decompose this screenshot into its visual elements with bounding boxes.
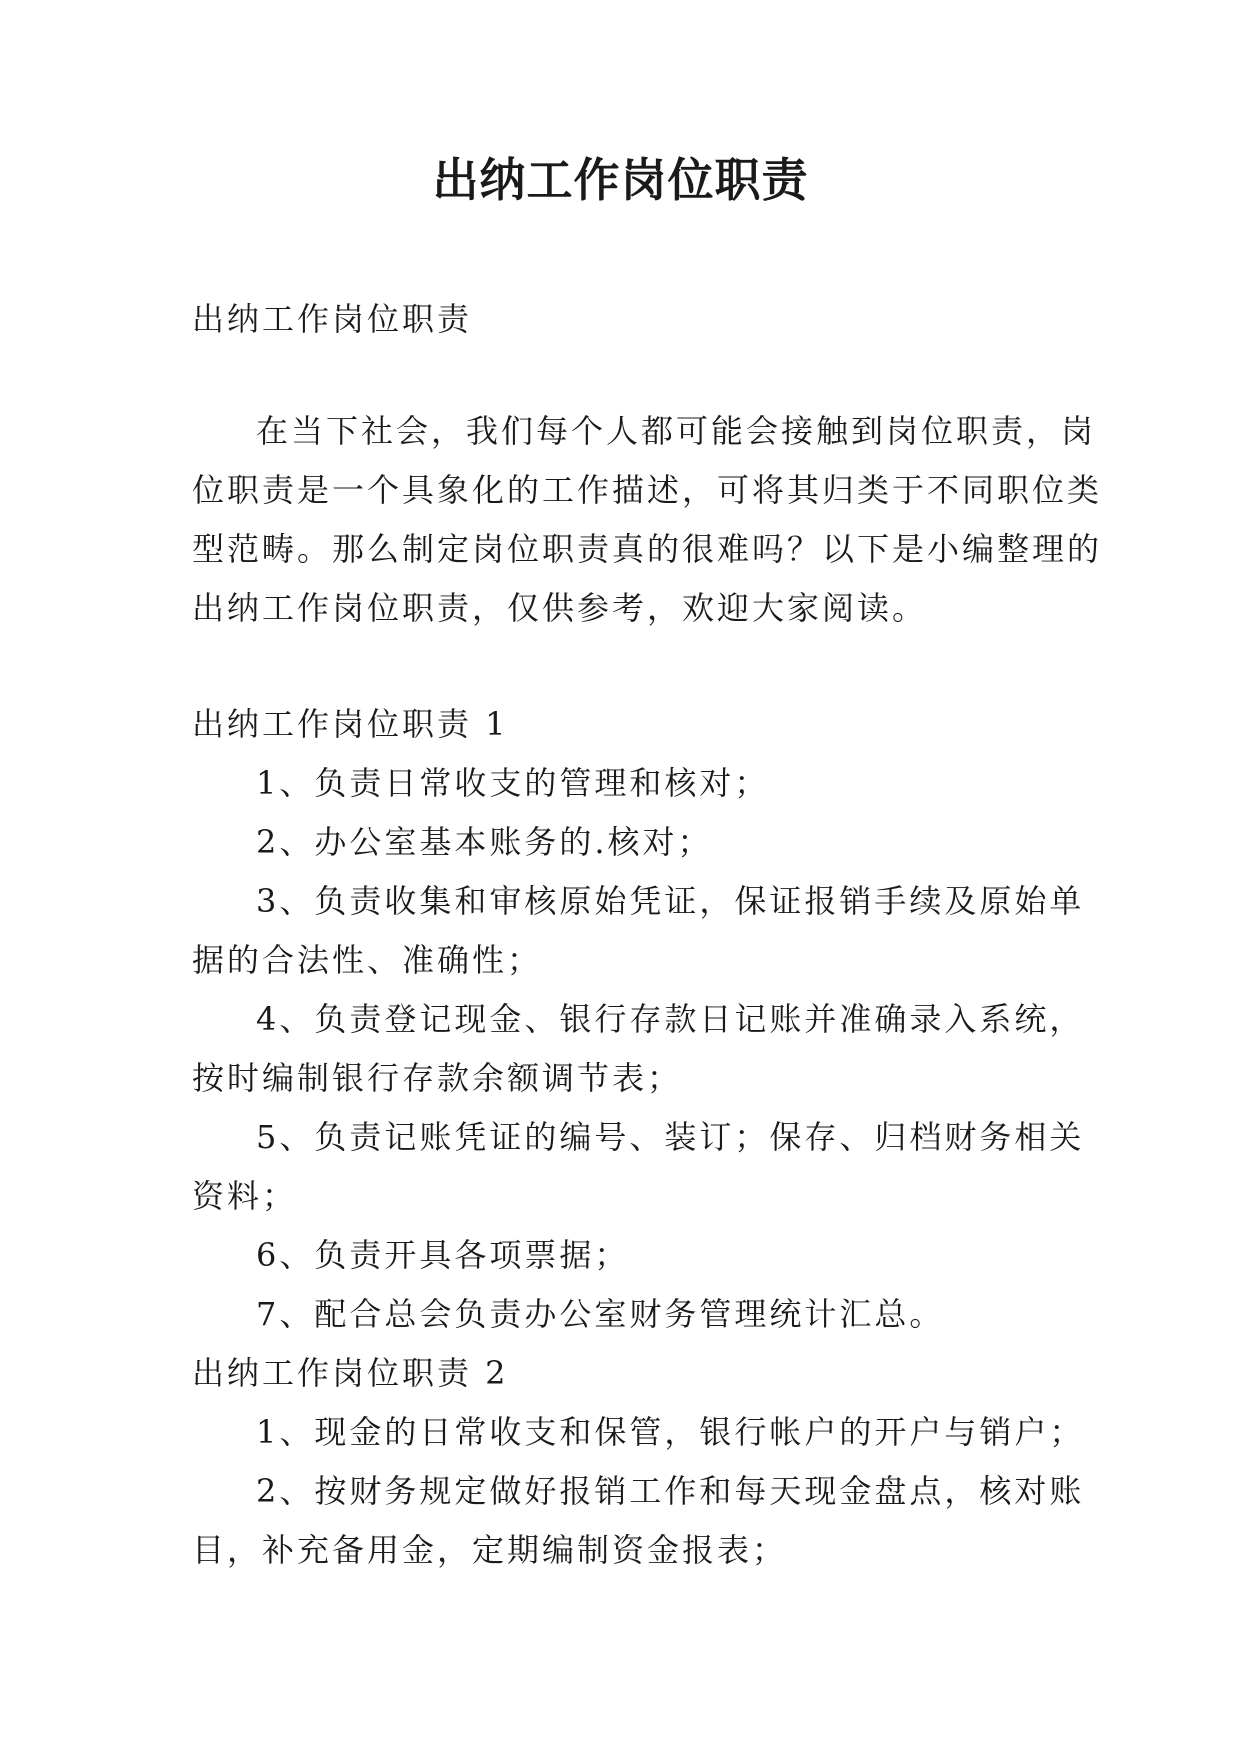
list-item: 4、负责登记现金、银行存款日记账并准确录入系统， — [256, 1000, 1085, 1038]
list-item: 1、负责日常收支的管理和核对； — [256, 764, 770, 802]
intro-paragraph — [192, 402, 1103, 638]
list-item: 3、负责收集和审核原始凭证，保证报销手续及原始单 — [256, 882, 1085, 920]
sections-container — [192, 695, 1085, 1580]
intro-line: 在当下社会，我们每个人都可能会接触到岗位职责，岗 — [256, 412, 1097, 450]
list-item-continuation: 据的合法性、准确性； — [192, 941, 543, 979]
section-heading: 出纳工作岗位职责 2 — [192, 1354, 509, 1392]
list-item: 2、办公室基本账务的.核对； — [256, 823, 713, 861]
list-item-continuation: 资料； — [192, 1177, 298, 1215]
section-heading: 出纳工作岗位职责 1 — [192, 705, 509, 743]
list-item: 6、负责开具各项票据； — [256, 1236, 630, 1274]
list-item-continuation: 按时编制银行存款余额调节表； — [192, 1059, 683, 1097]
document-subtitle: 出纳工作岗位职责 — [192, 300, 473, 338]
list-item: 1、现金的日常收支和保管，银行帐户的开户与销户； — [256, 1413, 1085, 1451]
list-item: 7、配合总会负责办公室财务管理统计汇总。 — [256, 1295, 945, 1333]
list-item-continuation: 目，补充备用金，定期编制资金报表； — [192, 1531, 788, 1569]
list-item: 2、按财务规定做好报销工作和每天现金盘点，核对账 — [256, 1472, 1085, 1510]
document-title: 出纳工作岗位职责 — [432, 153, 809, 207]
intro-line: 出纳工作岗位职责，仅供参考，欢迎大家阅读。 — [192, 589, 928, 627]
list-item: 5、负责记账凭证的编号、装订；保存、归档财务相关 — [256, 1118, 1085, 1156]
intro-line: 位职责是一个具象化的工作描述，可将其归类于不同职位类 — [192, 471, 1103, 509]
intro-line: 型范畴。那么制定岗位职责真的很难吗？以下是小编整理的 — [192, 530, 1103, 568]
